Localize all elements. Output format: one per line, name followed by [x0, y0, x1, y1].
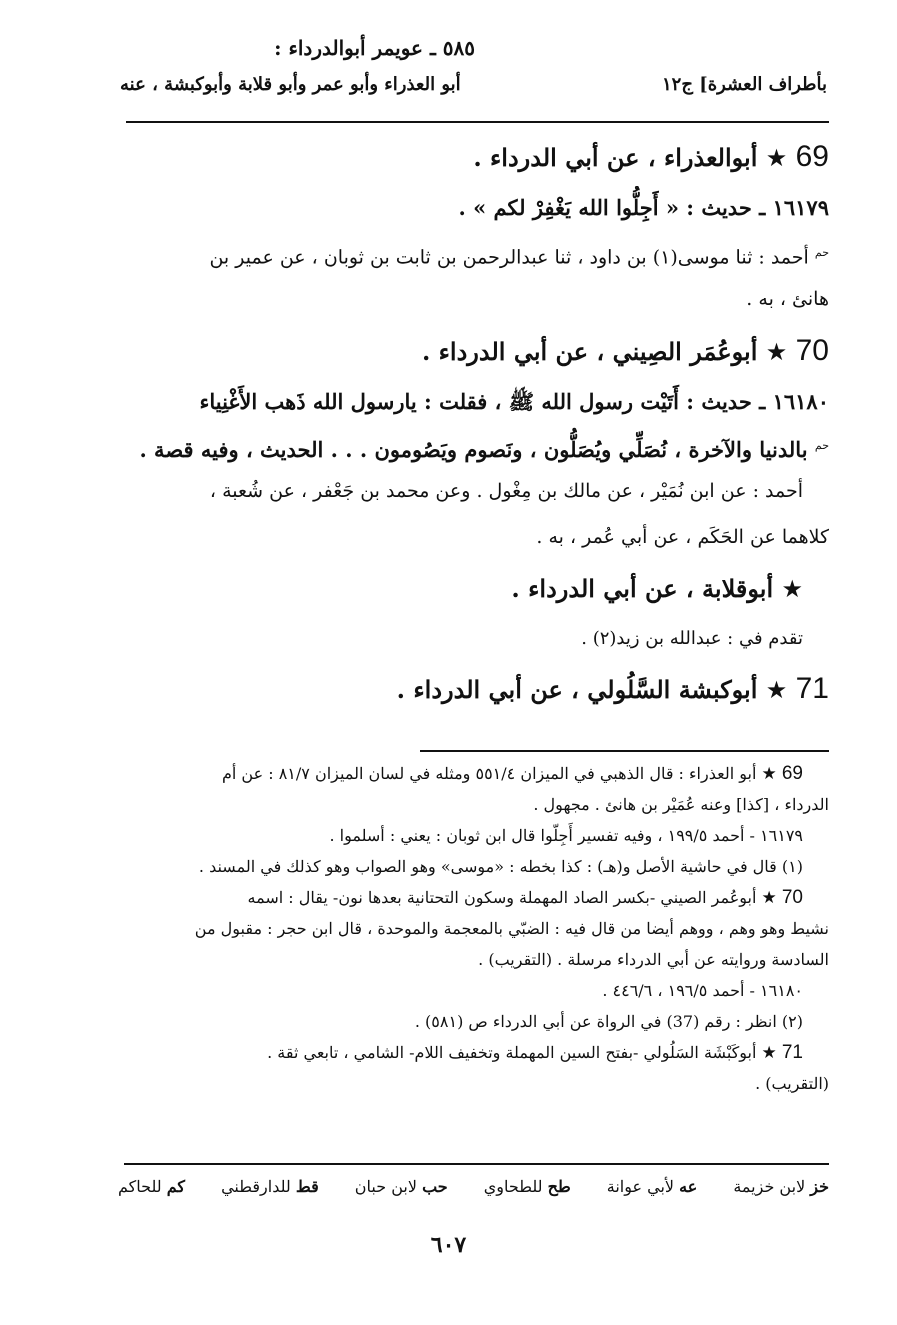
footnotes: [118, 758, 829, 1099]
footnote-text: أبوعُمر الصيني -بكسر الصاد المهملة وسكون التحتانية بعدها نون- يقال : اسمه: [247, 888, 757, 907]
footnote-number: 69: [781, 763, 803, 784]
star-icon: ★: [761, 1043, 777, 1063]
hadith-16179-chain-end: هانئ ، به .: [746, 288, 829, 310]
chapter-title: ٥٨٥ ـ عويمر أبوالدرداء :: [274, 36, 475, 60]
abbreviation-item: خز لابن خزيمة: [733, 1177, 829, 1196]
footnote-2: (٢) انظر : رقم (37) في الرواة عن أبي الدرداء ص (٥٨١) .: [414, 1012, 803, 1031]
narrator-heading-71: [118, 660, 829, 718]
footnote-16180: ١٦١٨٠ - أحمد ١٩٦/٥ ، ٤٤٦/٦ .: [602, 981, 803, 1000]
footnote-70-cont: نشيط وهو وهم ، ووهم أيضا من قال فيه : الضبّي بالمعجمة والموحدة ، قال ابن حجر : مقبول من: [194, 919, 829, 938]
abbreviation-item: طح للطحاوي: [483, 1177, 571, 1196]
abbreviation-rule: [124, 1163, 829, 1165]
chain-text: أحمد : ثنا موسى(١) بن داود ، ثنا عبدالرحمن بن ثابت بن ثوبان ، عن عمير بن: [209, 246, 809, 269]
star-icon: ★: [761, 764, 777, 784]
header-narrators: أبو العذراء وأبو عمر وأبو قلابة وأبوكبشة ، عنه: [120, 74, 461, 95]
footnote-number: 71: [781, 1042, 803, 1063]
star-icon: ★: [761, 888, 777, 908]
narrator-number: 71: [795, 672, 829, 705]
source-mark: حم: [814, 246, 829, 259]
abbreviation-key: [118, 1177, 829, 1207]
cross-reference: تقدم في : عبدالله بن زيد(٢) .: [581, 628, 803, 649]
hadith-16179-head: ١٦١٧٩ ـ حديث : « أَجِلُّوا الله يَغْفِرْ لكم » .: [458, 195, 829, 220]
star-icon: ★: [765, 676, 788, 704]
star-icon: ★: [765, 338, 788, 366]
abbreviation-item: حب لابن حبان: [354, 1177, 448, 1196]
narrator-heading-69: [118, 128, 829, 186]
footnote-71-cont: (التقريب) .: [755, 1074, 829, 1093]
star-icon: ★: [765, 144, 788, 172]
footnote-rule: [420, 750, 829, 752]
narrator-title: أبوالعذراء ، عن أبي الدرداء .: [473, 143, 758, 172]
footnote-70: [118, 882, 829, 913]
main-text: [118, 128, 829, 718]
running-header: [120, 28, 827, 118]
footnote-text: أبوكَبْشَة السَلُولي -بفتح السين المهملة وتخفيف اللام- الشامي ، تابعي ثقة .: [267, 1043, 757, 1062]
abbreviation-item: قط للدارقطني: [221, 1177, 319, 1196]
narrator-number: 70: [795, 334, 829, 367]
hadith-16180-head: ١٦١٨٠ ـ حديث : أَتَيْت رسول الله ﷺ ، فقلت : يارسول الله ذَهب الأَغْنِياء: [199, 389, 829, 414]
page-number: ٦٠٧: [430, 1232, 467, 1258]
header-rule: [126, 121, 829, 123]
narrator-heading-abu-qilaba: [118, 560, 829, 618]
footnote-70-end: السادسة وروايته عن أبي الدرداء مرسلة . (التقريب) .: [478, 950, 829, 969]
narrator-title: أبوكبشة السَّلُولي ، عن أبي الدرداء .: [396, 675, 758, 704]
hadith-16180-text: [118, 424, 829, 468]
footnote-16179: ١٦١٧٩ - أحمد ١٩٩/٥ ، وفيه تفسير أَجِلّوا قال ابن ثوبان : يعني : أسلموا .: [329, 826, 803, 845]
star-icon: ★: [781, 575, 803, 603]
narrator-number: 69: [795, 140, 829, 173]
footnote-71: [118, 1037, 829, 1068]
hadith-16179-chain: [118, 230, 829, 276]
footnote-1: (١) قال في حاشية الأصل و(هـ) : كذا بخطه : «موسى» وهو الصواب وهو كذلك في المسند .: [198, 857, 803, 876]
hadith-16180-chain-end: كلاهما عن الحَكَم ، عن أبي عُمر ، به .: [536, 526, 829, 548]
footnote-69: [118, 758, 829, 789]
narrator-title: أبوعُمَر الصِيني ، عن أبي الدرداء .: [421, 337, 758, 366]
narrator-title: أبوقلابة ، عن أبي الدرداء .: [511, 574, 774, 603]
abbreviation-item: كم للحاكم: [118, 1177, 186, 1196]
source-mark: حم: [814, 439, 829, 452]
footnote-text: أبو العذراء : قال الذهبي في الميزان ٥٥١/٤ ومثله في لسان الميزان ٨١/٧ : عن أم: [221, 764, 757, 783]
narrator-heading-70: [118, 322, 829, 380]
hadith-16180-chain: أحمد : عن ابن نُمَيْر ، عن مالك بن مِغْول . وعن محمد بن جَعْفر ، عن شُعبة ،: [209, 480, 803, 502]
footnote-number: 70: [781, 887, 803, 908]
abbreviation-item: عه لأبي عوانة: [606, 1177, 698, 1196]
hadith-text: بالدنيا والآخرة ، نُصَلِّي ويُصَلُّون ، ونَصوم ويَصُومون . . . الحديث ، وفيه قصة .: [139, 437, 808, 462]
book-title: بأطراف العشرة] ج١٢: [661, 74, 827, 95]
footnote-69-cont: الدرداء ، [كذا] وعنه عُمَيْر بن هانئ . مجهول .: [533, 795, 829, 814]
